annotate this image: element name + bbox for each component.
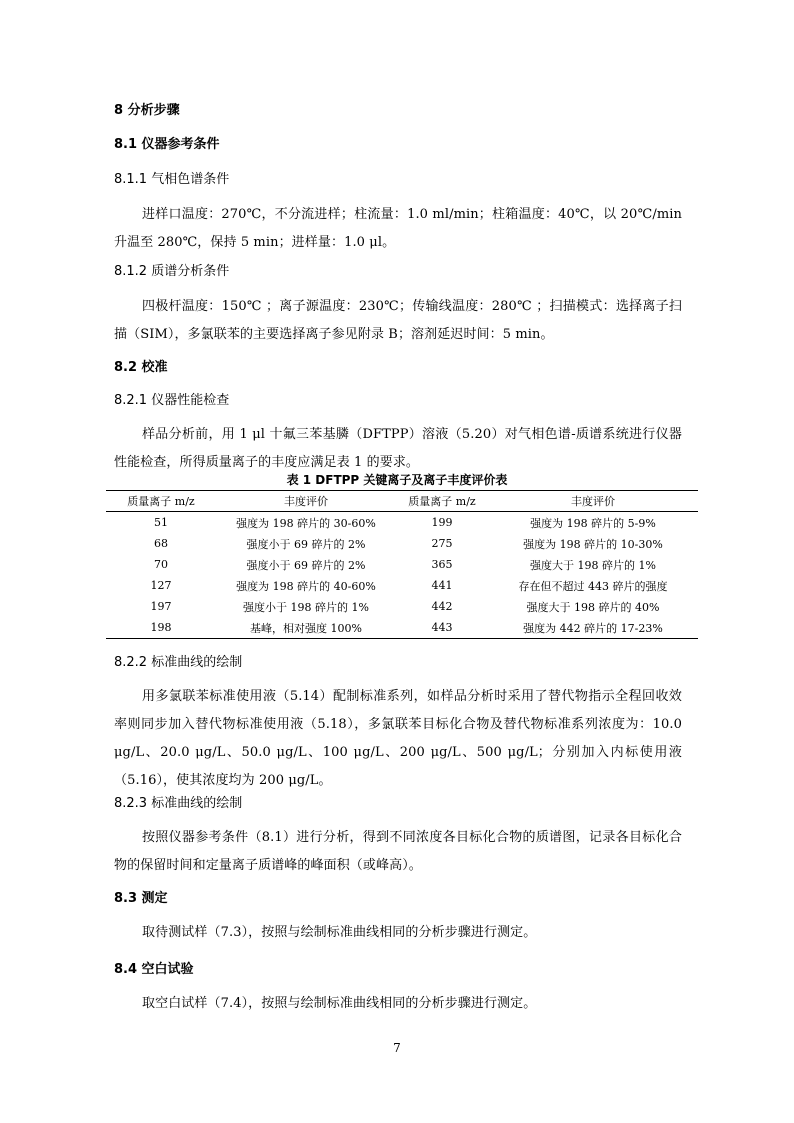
table-cell: 强度为 198 碎片的 10-30% — [523, 537, 663, 551]
heading-8-1-1: 8.1.1 气相色谱条件 — [114, 172, 230, 187]
table-cell: 强度大于 198 碎片的 1% — [530, 558, 656, 572]
table-cell: 强度小于 69 碎片的 2% — [246, 558, 366, 572]
table-cell: 441 — [431, 579, 453, 592]
paragraph-8-2-1: 样品分析前，用 1 μl 十氟三苯基膦（DFTPP）溶液（5.20）对气相色谱-质谱系统进行仪器性能检查，所得质量离子的丰度应满足表 1 的要求。 — [114, 427, 682, 470]
table-row — [106, 512, 698, 534]
table-cell: 198 — [106, 617, 216, 639]
table-cell: 强度为 442 碎片的 17-23% — [488, 617, 698, 639]
header-cell: 质量离子 m/z — [396, 491, 488, 512]
paragraph-8-1-2: 四极杆温度：150℃ ；离子源温度：230℃；传输线温度：280℃ ；扫描模式：选择离子扫描（SIM），多氯联苯的主要选择离子参见附录 B；溶剂延迟时间：5 min。 — [114, 299, 682, 342]
table-cell: 197 — [150, 600, 172, 613]
heading-8-2: 8.2 校准 — [114, 360, 168, 375]
heading-8-1-2: 8.1.2 质谱分析条件 — [114, 264, 230, 279]
table-cell: 127 — [150, 579, 172, 592]
heading-8: 8 分析步骤 — [114, 103, 180, 118]
table-cell: 70 — [154, 558, 168, 571]
table-cell: 强度大于 198 碎片的 40% — [526, 600, 660, 614]
table-cell: 强度小于 198 碎片的 1% — [243, 600, 369, 614]
paragraph-8-2-2: 用多氯联苯标准使用液（5.14）配制标准系列，如样品分析时采用了替代物指示全程回收效率则同步加入替代物标准使用液（5.18），多氯联苯目标化合物及替代物标准系列浓度为：10.0 μg/L、20.0 μg/L、50.0 μg/L、100 μg/L、200 μg/L、500 μg/L；分别加入内标使用液（5.16），使其浓度均为 200 μg/L。 — [114, 689, 682, 788]
table-cell: 强度为 198 碎片的 5-9% — [530, 516, 656, 530]
table-row — [106, 617, 698, 639]
table-row — [106, 533, 698, 554]
table-cell: 基峰，相对强度 100% — [216, 617, 396, 639]
heading-8-4: 8.4 空白试验 — [114, 962, 194, 977]
table-cell: 强度为 198 碎片的 30-60% — [236, 516, 376, 530]
heading-8-2-1: 8.2.1 仪器性能检查 — [114, 393, 230, 408]
paragraph-8-3: 取待测试样（7.3），按照与绘制标准曲线相同的分析步骤进行测定。 — [142, 925, 537, 940]
table-cell: 强度小于 69 碎片的 2% — [246, 537, 366, 551]
table-row — [106, 554, 698, 575]
table-caption: 表 1 DFTPP 关键离子及离子丰度评价表 — [286, 473, 508, 487]
dftpp-ion-table — [106, 490, 698, 639]
table-cell: 存在但不超过 443 碎片的强度 — [518, 579, 668, 593]
header-cell: 质量离子 m/z — [106, 491, 216, 512]
table-cell: 199 — [431, 516, 453, 529]
heading-8-2-3: 8.2.3 标准曲线的绘制 — [114, 796, 243, 811]
table-header-row — [106, 491, 698, 512]
table-cell: 365 — [431, 558, 453, 571]
paragraph-8-2-3: 按照仪器参考条件（8.1）进行分析，得到不同浓度各目标化合物的质谱图，记录各目标化合物的保留时间和定量离子质谱峰的峰面积（或峰高）。 — [114, 830, 682, 873]
paragraph-8-1-1: 进样口温度：270℃，不分流进样；柱流量：1.0 ml/min；柱箱温度：40℃，以 20℃/min 升温至 280℃，保持 5 min；进样量：1.0 μl。 — [114, 207, 682, 250]
table-cell: 强度为 198 碎片的 40-60% — [236, 579, 376, 593]
header-cell: 丰度评价 — [488, 491, 698, 512]
heading-8-1: 8.1 仪器参考条件 — [114, 137, 220, 152]
table-cell: 443 — [396, 617, 488, 639]
table-cell: 51 — [154, 516, 168, 529]
header-cell: 丰度评价 — [216, 491, 396, 512]
page-number: 7 — [393, 1041, 401, 1055]
heading-8-3: 8.3 测定 — [114, 891, 168, 906]
table-cell: 442 — [431, 600, 453, 613]
paragraph-8-4: 取空白试样（7.4），按照与绘制标准曲线相同的分析步骤进行测定。 — [142, 996, 537, 1011]
heading-8-2-2: 8.2.2 标准曲线的绘制 — [114, 655, 243, 670]
table-row — [106, 575, 698, 596]
table-cell: 68 — [154, 537, 168, 550]
table-row — [106, 596, 698, 617]
table-cell: 275 — [431, 537, 453, 550]
